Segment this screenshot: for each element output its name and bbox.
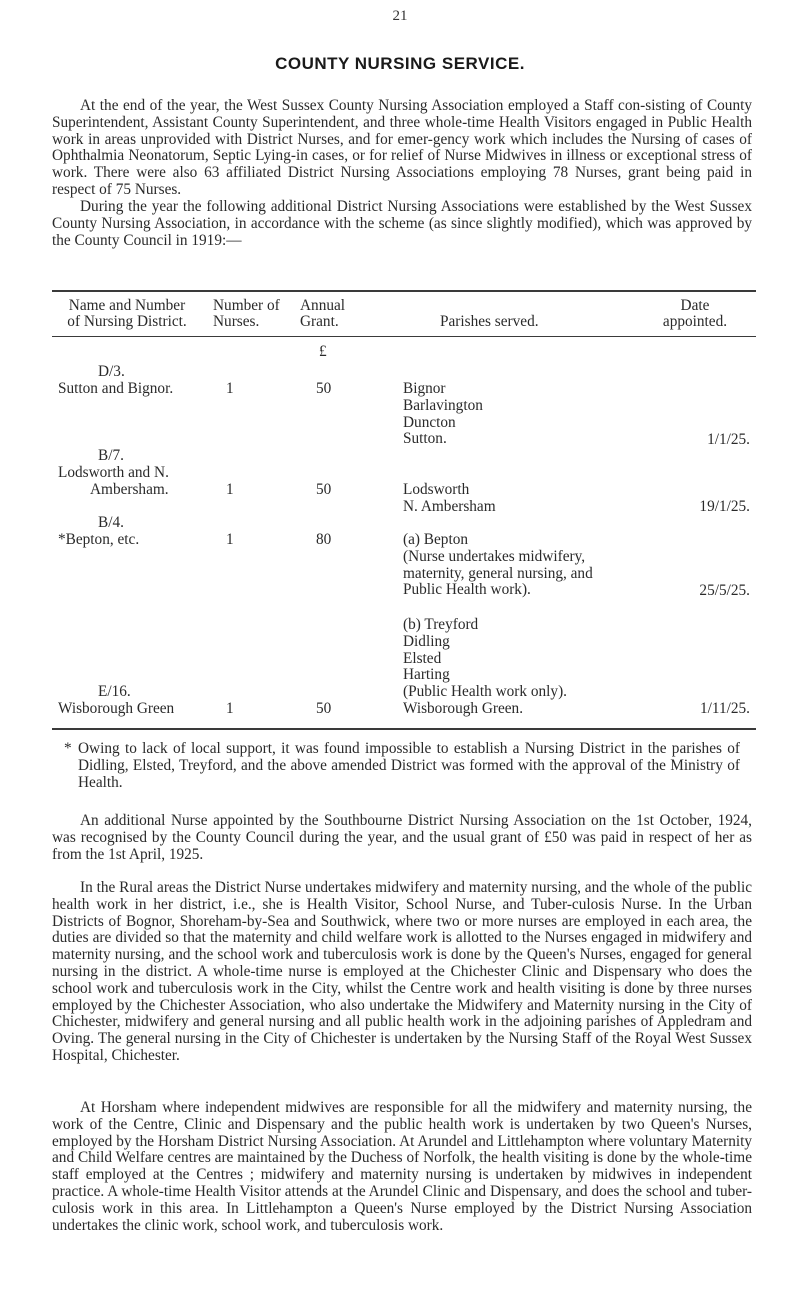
header-date-column [640,298,750,330]
nurse-count: 1 [226,531,234,548]
footnote-text: Owing to lack of local support, it was found impossible to establish a Nursing District in the parishes of Didling, Elsted, Treyford, and the above amended District was formed with the approval of the Ministry of Health. [78,740,740,791]
date-appointed: 19/1/25. [699,498,750,515]
parishes-served-b: (b) Treyford Didling Elsted Harting (Public Health work only). [403,616,567,701]
header-nurses-line1: Number of [213,297,280,314]
header-parishes-column: Parishes served. [440,313,539,330]
table-header-rule [52,336,756,337]
parishes-served: Bignor Barlavington Duncton Sutton. [403,380,483,448]
header-nurses-line2: Nurses. [213,313,260,330]
rural-urban-duties-paragraph: In the Rural areas the District Nurse undertakes midwifery and maternity nursing, and the whole of the public health work in her district, i.e., she is Health Visitor, School Nurse, and Tuber-culosis Nurse. In the Urban Districts of Bognor, Shoreham-by-Sea and Southwick, where two or more nurses are employed in each area, the duties are divided so that the maternity and child welfare work is allotted to the Nurses engaged in midwifery and maternity nursing, and the school work and tuberculosis work is done by the Queen's Nurses, engaged for general nursing in the district. A whole-time nurse is employed at the Chichester Clinic and Dispensary who does the school work and tuberculosis work in the City, whilst the Centre work and health visiting is done by three nurses employed by the Chichester Association, who also undertake the Midwifery and Maternity nursing in the City of Chichester, midwifery and general nursing and all public health work in the adjoining parishes of Appledram and Oving. The general nursing in the City of Chichester is undertaken by the Nursing Staff of the Royal West Sussex Hospital, Chichester. [52,879,752,1064]
date-appointed: 1/1/25. [707,431,750,448]
additional-associations-paragraph: During the year the following additional District Nursing Associations were established by the West Sussex County Nursing Association, in accordance with the scheme (as since slightly modified), which was approved by the County Council in 1919:— [52,198,752,249]
table-bottom-rule [52,728,756,730]
header-grant-line2: Grant. [300,313,339,330]
page-heading: COUNTY NURSING SERVICE. [275,54,525,73]
parishes-served: Lodsworth N. Ambersham [403,481,496,515]
header-date-line1: Date [680,297,710,314]
annual-grant: 80 [316,531,332,548]
intro-paragraph: At the end of the year, the West Sussex County Nursing Association employed a Staff con-sisting of County Superintendent, Assistant County Superintendent, and three whole-time Health Visitors engaged in Public Health work in areas unprovided with District Nurses, and for emer-gency work which includes the Nursing of cases of Ophthalmia Neonatorum, Septic Lying-in cases, or for relief of Nurse Midwives in illness or exceptional stress of work. There were also 63 affiliated District Nursing Associations employing 78 Nurses, grant being paid in respect of 75 Nurses. [52,97,752,198]
header-grant-line1: Annual [300,297,346,314]
southbourne-paragraph: An additional Nurse appointed by the Southbourne District Nursing Association on the 1st October, 1924, was recognised by the County Council during the year, and the usual grant of £50 was paid in respect of her as from the 1st April, 1925. [52,812,752,863]
nurse-count: 1 [226,380,234,397]
table-top-rule [52,290,756,292]
nurse-count: 1 [226,700,234,717]
horsham-arundel-paragraph: At Horsham where independent midwives are responsible for all the midwifery and maternity nursing, the work of the Centre, Clinic and Dispensary and the public health work is undertaken by two Queen's Nurses, employed by the Horsham District Nursing Association. At Arundel and Littlehampton where voluntary Maternity and Child Welfare centres are maintained by the Duchess of Norfolk, the health visiting is done by the whole-time staff employed at the Centres ; midwifery and maternity nursing is undertaken by midwives in independent practice. A whole-time Health Visitor attends at the Arundel Clinic and Dispensary, and does the school and tuber-culosis work in this area. In Littlehampton a Queen's Nurse employed by the District Nursing Association undertakes the clinic work, school work, and tuberculosis work. [52,1099,752,1234]
district-code: B/4. [98,514,124,531]
annual-grant: 50 [316,700,332,717]
annual-grant: 50 [316,481,332,498]
district-name: *Bepton, etc. [58,531,140,548]
header-name-line1: Name and Number [68,297,186,314]
district-name: Lodsworth and N. [58,464,169,481]
header-date-line2: appointed. [662,313,728,330]
annual-grant: 50 [316,380,332,397]
nurse-count: 1 [226,481,234,498]
header-grant-column [300,298,370,330]
district-code: B/7. [98,447,124,464]
parishes-served-a: (a) Bepton (Nurse undertakes midwifery, maternity, general nursing, and Public Health work). [403,531,593,599]
table-footnote [64,740,740,791]
parishes-served: Wisborough Green. [403,700,524,717]
district-name-line2: Ambersham. [90,481,169,498]
currency-symbol: £ [319,343,327,360]
date-appointed: 1/11/25. [700,700,750,717]
header-name-line2: of Nursing District. [67,313,187,330]
district-code: D/3. [98,363,125,380]
header-nurses-column [213,298,303,330]
footnote-marker: * [64,740,72,757]
date-appointed: 25/5/25. [699,582,750,599]
header-name-column [52,298,202,330]
district-code: E/16. [98,683,131,700]
district-name: Sutton and Bignor. [58,380,174,397]
district-name: Wisborough Green [58,700,175,717]
page-number: 21 [392,8,408,24]
